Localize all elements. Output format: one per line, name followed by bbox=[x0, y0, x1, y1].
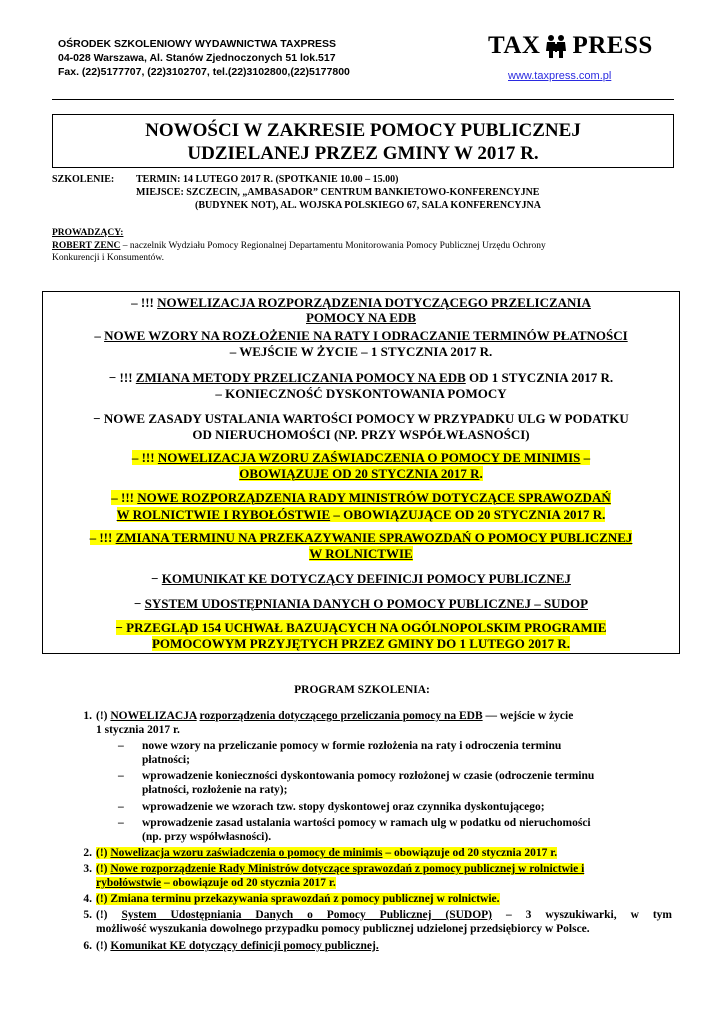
highlight-1a: – !!! NOWELIZACJA ROZPORZĄDZENIA DOTYCZĄCEGO PRZELICZANIA bbox=[131, 295, 591, 310]
program-sub-4b: (np. przy współwłasności). bbox=[142, 831, 272, 843]
program-item-5b: możliwość wyszukania dowolnego przypadku pomocy publicznej udzielonej przedsiębiorcy w Polsce. bbox=[96, 923, 590, 935]
program-number-2: 2. bbox=[83, 847, 92, 859]
program-number-1: 1. bbox=[83, 710, 92, 722]
training-term: TERMIN: 14 LUTEGO 2017 R. (SPOTKANIE 10.00 – 15.00) bbox=[136, 174, 399, 185]
program-item-3a: (!) Nowe rozporządzenie Rady Ministrów dotyczące sprawozdań z pomocy publicznej w rolnictwie i bbox=[96, 863, 585, 875]
highlight-8: − SYSTEM UDOSTĘPNIANIA DANYCH O POMOCY PUBLICZNEJ – SUDOP bbox=[133, 596, 589, 611]
highlight-9a: − PRZEGLĄD 154 UCHWAŁ BAZUJĄCYCH NA OGÓLNOPOLSKIM PROGRAMIE bbox=[115, 620, 607, 635]
program-sub-2a: wprowadzenie konieczności dyskontowania pomocy rozłożonej w czasie (odroczenie terminu bbox=[142, 770, 595, 782]
title-line-1: NOWOŚCI W ZAKRESIE POMOCY PUBLICZNEJ bbox=[145, 120, 581, 141]
program-item-5a: (!) System Udostępniania Danych o Pomocy Publicznej (SUDOP) – 3 wyszukiwarki, w tym bbox=[96, 909, 672, 921]
highlight-2b: – KONIECZNOŚĆ DYSKONTOWANIA POMOCY bbox=[215, 386, 507, 401]
highlight-7: − KOMUNIKAT KE DOTYCZĄCY DEFINICJI POMOCY PUBLICZNEJ bbox=[151, 571, 571, 586]
lecturer-label: PROWADZĄCY: bbox=[52, 228, 124, 238]
highlight-6b: W ROLNICTWIE bbox=[309, 546, 413, 561]
highlight-4a: – !!! NOWELIZACJA WZORU ZAŚWIADCZENIA O POMOCY DE MINIMIS – bbox=[131, 450, 591, 465]
highlight-2a: − !!! ZMIANA METODY PRZELICZANIA POMOCY NA EDB OD 1 STYCZNIA 2017 R. bbox=[108, 370, 614, 385]
program-number-3: 3. bbox=[83, 863, 92, 875]
lecturer-line-1 bbox=[52, 240, 546, 252]
program-sub-4a: wprowadzenie zasad ustalania wartości pomocy w ramach ulg w podatku od nieruchomości bbox=[142, 817, 591, 829]
org-name: OŚRODEK SZKOLENIOWY WYDAWNICTWA TAXPRESS bbox=[58, 38, 337, 50]
highlight-6a: – !!! ZMIANA TERMINU NA PRZEKAZYWANIE SPRAWOZDAŃ O POMOCY PUBLICZNEJ bbox=[89, 530, 633, 545]
figures-icon bbox=[543, 33, 569, 59]
highlight-1b: POMOCY NA EDB bbox=[305, 310, 417, 325]
sub-dash-1: – bbox=[118, 740, 124, 752]
highlight-9b: POMOCOWYM PRZYJĘTYCH PRZEZ GMINY DO 1 LUTEGO 2017 R. bbox=[151, 636, 571, 651]
highlight-3a: − NOWE ZASADY USTALANIA WARTOŚCI POMOCY W PRZYPADKU ULG W PODATKU bbox=[93, 411, 629, 426]
program-number-6: 6. bbox=[83, 940, 92, 952]
highlight-5a: – !!! NOWE ROZPORZĄDZENIA RADY MINISTRÓW DOTYCZĄCE SPRAWOZDAŃ bbox=[111, 490, 611, 505]
program-sub-1b: płatności; bbox=[142, 754, 190, 766]
training-label: SZKOLENIE: bbox=[52, 174, 115, 185]
program-sub-3: wprowadzenie we wzorach tzw. stopy dyskontowej oraz czynnika dyskontującego; bbox=[142, 801, 545, 813]
highlight-4b: OBOWIĄZUJE OD 20 STYCZNIA 2017 R. bbox=[239, 466, 483, 481]
program-item-2: (!) Nowelizacja wzoru zaświadczenia o pomocy de minimis – obowiązuje od 20 stycznia 2017 r. bbox=[96, 847, 558, 859]
program-heading: PROGRAM SZKOLENIA: bbox=[294, 684, 430, 696]
sub-dash-2: – bbox=[118, 770, 124, 782]
logo-text-right: PRESS bbox=[572, 32, 653, 59]
sub-dash-4: – bbox=[118, 817, 124, 829]
org-contact: Fax. (22)5177707, (22)3102707, tel.(22)3102800,(22)5177800 bbox=[58, 66, 350, 78]
header-divider bbox=[52, 99, 674, 100]
title-line-2: UDZIELANEJ PRZEZ GMINY W 2017 R. bbox=[187, 143, 539, 164]
program-item-1-date: 1 stycznia 2017 r. bbox=[96, 724, 180, 736]
program-item-6: (!) Komunikat KE dotyczący definicji pomocy publicznej. bbox=[96, 940, 379, 952]
website-link[interactable]: www.taxpress.com.pl bbox=[508, 70, 612, 82]
logo-text-left: TAX bbox=[488, 32, 541, 59]
highlight-1c: – NOWE WZORY NA ROZŁOŻENIE NA RATY I ODRACZANIE TERMINÓW PŁATNOŚCI bbox=[94, 328, 628, 343]
program-number-4: 4. bbox=[83, 893, 92, 905]
program-number-5: 5. bbox=[83, 909, 92, 921]
highlight-1d: – WEJŚCIE W ŻYCIE – 1 STYCZNIA 2017 R. bbox=[229, 344, 493, 359]
highlight-3b: OD NIERUCHOMOŚCI (NP. PRZY WSPÓŁWŁASNOŚCI) bbox=[192, 427, 530, 442]
lecturer-desc-1: – naczelnik Wydziału Pomocy Regionalnej Departamentu Monitorowania Pomocy Publicznej Urzędu Ochrony bbox=[120, 241, 546, 251]
sub-dash-3: – bbox=[118, 801, 124, 813]
lecturer-desc-2: Konkurencji i Konsumentów. bbox=[52, 253, 165, 263]
training-place-2: (BUDYNEK NOT), AL. WOJSKA POLSKIEGO 67, SALA KONFERENCYJNA bbox=[195, 200, 541, 211]
program-sub-2b: płatności, rozłożenie na raty); bbox=[142, 784, 288, 796]
lecturer-name: ROBERT ZENC bbox=[52, 241, 121, 251]
highlight-5b: W ROLNICTWIE I RYBOŁÓSTWIE – OBOWIĄZUJĄCE OD 20 STYCZNIA 2017 R. bbox=[116, 507, 606, 522]
org-address: 04-028 Warszawa, Al. Stanów Zjednoczonych 51 lok.517 bbox=[58, 52, 336, 64]
training-place-1: MIEJSCE: SZCZECIN, „AMBASADOR” CENTRUM BANKIETOWO-KONFERENCYJNE bbox=[136, 187, 540, 198]
program-item-4: (!) Zmiana terminu przekazywania sprawozdań z pomocy publicznej w rolnictwie. bbox=[96, 893, 500, 905]
program-item-1: (!) NOWELIZACJA rozporządzenia dotyczącego przeliczania pomocy na EDB — wejście w życie bbox=[96, 710, 574, 722]
title-box bbox=[52, 114, 674, 168]
program-item-3b: rybołówstwie – obowiązuje od 20 stycznia 2017 r. bbox=[96, 877, 336, 889]
taxpress-logo bbox=[488, 32, 653, 60]
program-sub-1a: nowe wzory na przeliczanie pomocy w formie rozłożenia na raty i odroczenia terminu bbox=[142, 740, 562, 752]
